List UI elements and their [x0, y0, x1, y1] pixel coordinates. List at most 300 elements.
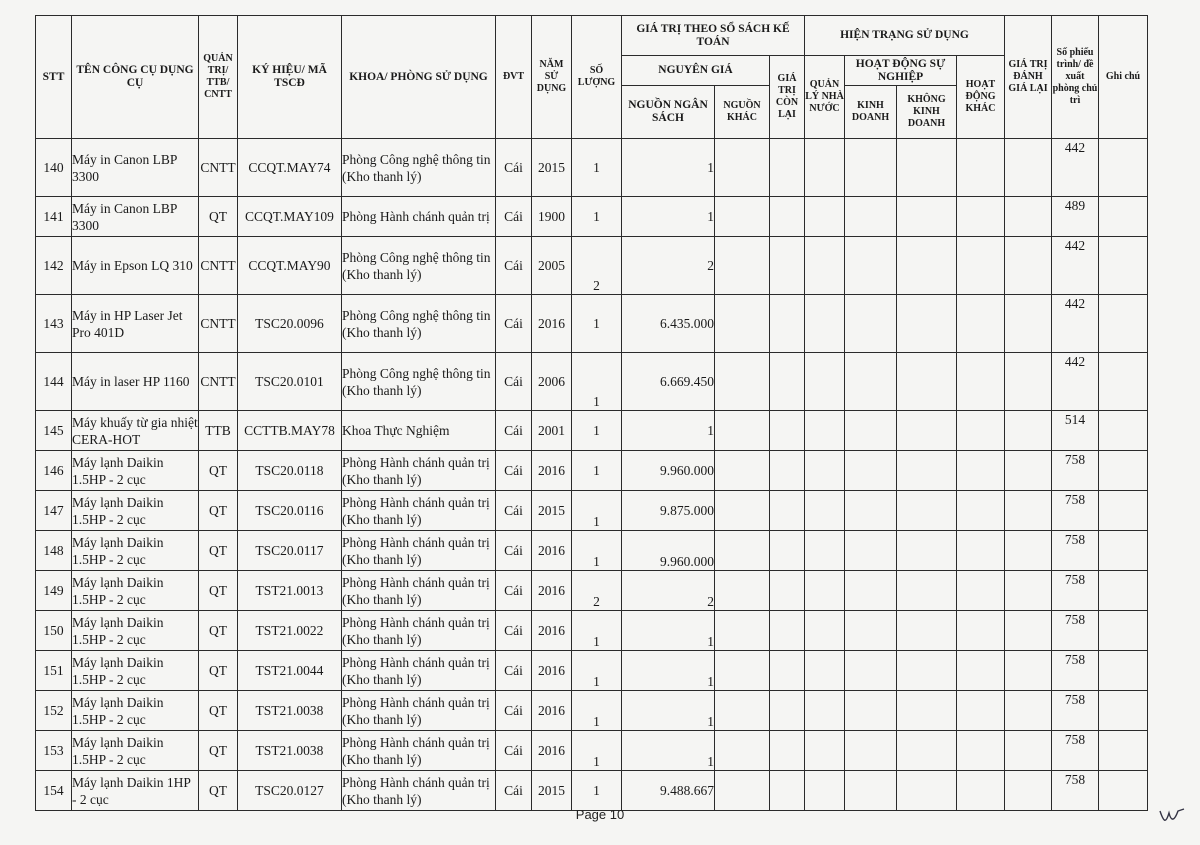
cell-so-phieu: 758 — [1052, 731, 1099, 771]
cell-khong-kinh-doanh — [897, 531, 957, 571]
cell-nguon-khac — [715, 295, 770, 353]
cell-quan-ly-nha-nuoc — [805, 411, 845, 451]
cell-khong-kinh-doanh — [897, 771, 957, 811]
cell-danh-gia-lai — [1005, 531, 1052, 571]
cell-so-phieu: 514 — [1052, 411, 1099, 451]
table-row — [36, 491, 1148, 531]
cell-nam: 2005 — [532, 237, 572, 295]
table-row — [36, 531, 1148, 571]
cell-dvt: Cái — [496, 451, 532, 491]
cell-kinh-doanh — [845, 611, 897, 651]
cell-kinh-doanh — [845, 237, 897, 295]
cell-nam: 2016 — [532, 611, 572, 651]
cell-gia-tri-con-lai — [770, 771, 805, 811]
cell-so-phieu: 758 — [1052, 611, 1099, 651]
cell-kinh-doanh — [845, 139, 897, 197]
cell-gia-tri-con-lai — [770, 451, 805, 491]
cell-quan-tri: CNTT — [199, 295, 238, 353]
cell-khoa: Phòng Công nghệ thông tin (Kho thanh lý) — [342, 295, 496, 353]
cell-dvt: Cái — [496, 651, 532, 691]
cell-so-phieu: 758 — [1052, 451, 1099, 491]
cell-nguon-ngan-sach: 1 — [622, 197, 715, 237]
cell-so-luong: 2 — [572, 237, 622, 295]
cell-ky-hieu: TSC20.0101 — [238, 353, 342, 411]
cell-ten: Máy lạnh Daikin 1.5HP - 2 cục — [72, 611, 199, 651]
col-quan-tri: QUẢN TRỊ/ TTB/ CNTT — [199, 16, 238, 139]
cell-gia-tri-con-lai — [770, 651, 805, 691]
cell-hoat-dong-khac — [957, 353, 1005, 411]
table-row — [36, 197, 1148, 237]
cell-quan-tri: TTB — [199, 411, 238, 451]
cell-kinh-doanh — [845, 571, 897, 611]
cell-dvt: Cái — [496, 731, 532, 771]
col-nguyen-gia: NGUYÊN GIÁ — [622, 56, 770, 86]
cell-so-phieu: 758 — [1052, 571, 1099, 611]
table-row — [36, 295, 1148, 353]
cell-nguon-khac — [715, 139, 770, 197]
cell-danh-gia-lai — [1005, 491, 1052, 531]
col-khong-kinh-doanh: KHÔNG KINH DOANH — [897, 86, 957, 139]
cell-so-luong: 1 — [572, 491, 622, 531]
cell-khoa: Phòng Hành chánh quản trị (Kho thanh lý) — [342, 771, 496, 811]
cell-gia-tri-con-lai — [770, 731, 805, 771]
table-row — [36, 691, 1148, 731]
cell-khong-kinh-doanh — [897, 411, 957, 451]
cell-ten: Máy in laser HP 1160 — [72, 353, 199, 411]
cell-ghi-chu — [1099, 611, 1148, 651]
cell-quan-ly-nha-nuoc — [805, 139, 845, 197]
cell-ghi-chu — [1099, 771, 1148, 811]
cell-nguon-khac — [715, 491, 770, 531]
cell-khong-kinh-doanh — [897, 611, 957, 651]
cell-danh-gia-lai — [1005, 731, 1052, 771]
cell-dvt: Cái — [496, 771, 532, 811]
col-nguon-ngan-sach: NGUỒN NGÂN SÁCH — [622, 86, 715, 139]
cell-quan-ly-nha-nuoc — [805, 237, 845, 295]
cell-stt: 145 — [36, 411, 72, 451]
cell-ky-hieu: CCTTB.MAY78 — [238, 411, 342, 451]
cell-khoa: Phòng Hành chánh quản trị (Kho thanh lý) — [342, 691, 496, 731]
cell-stt: 142 — [36, 237, 72, 295]
cell-stt: 146 — [36, 451, 72, 491]
cell-ten: Máy lạnh Daikin 1HP - 2 cục — [72, 771, 199, 811]
cell-dvt: Cái — [496, 411, 532, 451]
cell-nguon-khac — [715, 731, 770, 771]
col-gia-tri-danh-gia-lai: GIÁ TRỊ ĐÁNH GIÁ LẠI — [1005, 16, 1052, 139]
cell-ghi-chu — [1099, 295, 1148, 353]
cell-kinh-doanh — [845, 295, 897, 353]
cell-kinh-doanh — [845, 197, 897, 237]
cell-hoat-dong-khac — [957, 295, 1005, 353]
cell-nguon-ngan-sach: 1 — [622, 651, 715, 691]
cell-gia-tri-con-lai — [770, 611, 805, 651]
cell-stt: 147 — [36, 491, 72, 531]
table-row — [36, 731, 1148, 771]
cell-khoa: Khoa Thực Nghiệm — [342, 411, 496, 451]
cell-ghi-chu — [1099, 731, 1148, 771]
cell-so-phieu: 758 — [1052, 491, 1099, 531]
cell-so-phieu: 442 — [1052, 353, 1099, 411]
cell-dvt: Cái — [496, 531, 532, 571]
cell-quan-ly-nha-nuoc — [805, 353, 845, 411]
cell-stt: 143 — [36, 295, 72, 353]
cell-khong-kinh-doanh — [897, 651, 957, 691]
col-gia-tri-so-sach: GIÁ TRỊ THEO SỔ SÁCH KẾ TOÁN — [622, 16, 805, 56]
table-row — [36, 651, 1148, 691]
cell-stt: 144 — [36, 353, 72, 411]
cell-khong-kinh-doanh — [897, 491, 957, 531]
cell-so-luong: 1 — [572, 451, 622, 491]
cell-danh-gia-lai — [1005, 197, 1052, 237]
cell-quan-tri: QT — [199, 197, 238, 237]
cell-nguon-ngan-sach: 9.488.667 — [622, 771, 715, 811]
cell-so-luong: 1 — [572, 611, 622, 651]
cell-ten: Máy lạnh Daikin 1.5HP - 2 cục — [72, 691, 199, 731]
cell-khoa: Phòng Hành chánh quản trị (Kho thanh lý) — [342, 571, 496, 611]
cell-khoa: Phòng Hành chánh quản trị (Kho thanh lý) — [342, 491, 496, 531]
cell-khong-kinh-doanh — [897, 731, 957, 771]
cell-khoa: Phòng Hành chánh quản trị (Kho thanh lý) — [342, 451, 496, 491]
cell-quan-tri: QT — [199, 571, 238, 611]
cell-dvt: Cái — [496, 691, 532, 731]
cell-hoat-dong-khac — [957, 237, 1005, 295]
handwritten-mark-icon — [1158, 805, 1188, 827]
cell-ky-hieu: TSC20.0116 — [238, 491, 342, 531]
col-nam: NĂM SỬ DỤNG — [532, 16, 572, 139]
cell-nguon-khac — [715, 771, 770, 811]
cell-ky-hieu: CCQT.MAY109 — [238, 197, 342, 237]
cell-quan-ly-nha-nuoc — [805, 691, 845, 731]
cell-stt: 154 — [36, 771, 72, 811]
cell-so-luong: 1 — [572, 197, 622, 237]
cell-dvt: Cái — [496, 197, 532, 237]
cell-so-phieu: 758 — [1052, 531, 1099, 571]
table-row — [36, 139, 1148, 197]
cell-dvt: Cái — [496, 237, 532, 295]
cell-nguon-khac — [715, 451, 770, 491]
cell-so-luong: 1 — [572, 295, 622, 353]
cell-so-luong: 1 — [572, 353, 622, 411]
cell-so-luong: 1 — [572, 411, 622, 451]
cell-quan-ly-nha-nuoc — [805, 651, 845, 691]
cell-so-phieu: 758 — [1052, 691, 1099, 731]
cell-hoat-dong-khac — [957, 691, 1005, 731]
cell-quan-ly-nha-nuoc — [805, 731, 845, 771]
col-dvt: ĐVT — [496, 16, 532, 139]
cell-kinh-doanh — [845, 651, 897, 691]
asset-table — [35, 15, 1148, 811]
cell-nguon-ngan-sach: 2 — [622, 571, 715, 611]
cell-quan-ly-nha-nuoc — [805, 295, 845, 353]
cell-nguon-ngan-sach: 9.960.000 — [622, 531, 715, 571]
cell-so-luong: 1 — [572, 651, 622, 691]
cell-nguon-khac — [715, 691, 770, 731]
cell-ten: Máy lạnh Daikin 1.5HP - 2 cục — [72, 571, 199, 611]
cell-dvt: Cái — [496, 491, 532, 531]
cell-danh-gia-lai — [1005, 295, 1052, 353]
cell-ten: Máy lạnh Daikin 1.5HP - 2 cục — [72, 731, 199, 771]
cell-hoat-dong-khac — [957, 411, 1005, 451]
table-row — [36, 237, 1148, 295]
cell-so-phieu: 442 — [1052, 139, 1099, 197]
cell-ghi-chu — [1099, 491, 1148, 531]
cell-ghi-chu — [1099, 571, 1148, 611]
cell-nam: 2006 — [532, 353, 572, 411]
cell-nam: 2016 — [532, 691, 572, 731]
cell-ky-hieu: TST21.0022 — [238, 611, 342, 651]
col-nguon-khac: NGUỒN KHÁC — [715, 86, 770, 139]
cell-khoa: Phòng Công nghệ thông tin (Kho thanh lý) — [342, 237, 496, 295]
cell-ky-hieu: CCQT.MAY90 — [238, 237, 342, 295]
cell-ten: Máy in Canon LBP 3300 — [72, 139, 199, 197]
cell-ky-hieu: TST21.0044 — [238, 651, 342, 691]
cell-kinh-doanh — [845, 491, 897, 531]
cell-ghi-chu — [1099, 237, 1148, 295]
cell-hoat-dong-khac — [957, 139, 1005, 197]
cell-so-phieu: 442 — [1052, 295, 1099, 353]
cell-kinh-doanh — [845, 411, 897, 451]
cell-quan-tri: QT — [199, 771, 238, 811]
cell-nam: 2015 — [532, 771, 572, 811]
cell-dvt: Cái — [496, 611, 532, 651]
cell-danh-gia-lai — [1005, 451, 1052, 491]
table-row — [36, 353, 1148, 411]
cell-quan-tri: QT — [199, 451, 238, 491]
cell-ghi-chu — [1099, 651, 1148, 691]
cell-ten: Máy in Epson LQ 310 — [72, 237, 199, 295]
cell-ghi-chu — [1099, 531, 1148, 571]
cell-dvt: Cái — [496, 353, 532, 411]
col-ky-hieu: KÝ HIỆU/ MÃ TSCĐ — [238, 16, 342, 139]
cell-quan-tri: QT — [199, 611, 238, 651]
cell-ten: Máy in HP Laser Jet Pro 401D — [72, 295, 199, 353]
cell-quan-ly-nha-nuoc — [805, 197, 845, 237]
cell-nguon-ngan-sach: 6.669.450 — [622, 353, 715, 411]
cell-ky-hieu: TST21.0013 — [238, 571, 342, 611]
cell-khong-kinh-doanh — [897, 197, 957, 237]
cell-gia-tri-con-lai — [770, 197, 805, 237]
cell-gia-tri-con-lai — [770, 491, 805, 531]
cell-danh-gia-lai — [1005, 611, 1052, 651]
cell-ghi-chu — [1099, 353, 1148, 411]
cell-khong-kinh-doanh — [897, 237, 957, 295]
cell-quan-tri: QT — [199, 691, 238, 731]
cell-ky-hieu: CCQT.MAY74 — [238, 139, 342, 197]
cell-nguon-khac — [715, 571, 770, 611]
cell-hoat-dong-khac — [957, 491, 1005, 531]
cell-nguon-khac — [715, 611, 770, 651]
cell-ten: Máy in Canon LBP 3300 — [72, 197, 199, 237]
cell-kinh-doanh — [845, 731, 897, 771]
cell-nguon-ngan-sach: 1 — [622, 611, 715, 651]
cell-kinh-doanh — [845, 451, 897, 491]
cell-khoa: Phòng Công nghệ thông tin (Kho thanh lý) — [342, 353, 496, 411]
cell-ghi-chu — [1099, 691, 1148, 731]
cell-nguon-ngan-sach: 6.435.000 — [622, 295, 715, 353]
cell-hoat-dong-khac — [957, 731, 1005, 771]
cell-stt: 148 — [36, 531, 72, 571]
cell-nguon-ngan-sach: 1 — [622, 139, 715, 197]
col-khoa: KHOA/ PHÒNG SỬ DỤNG — [342, 16, 496, 139]
cell-ghi-chu — [1099, 197, 1148, 237]
cell-ky-hieu: TSC20.0127 — [238, 771, 342, 811]
cell-khoa: Phòng Hành chánh quản trị (Kho thanh lý) — [342, 611, 496, 651]
cell-so-luong: 1 — [572, 691, 622, 731]
cell-quan-tri: QT — [199, 491, 238, 531]
cell-nam: 1900 — [532, 197, 572, 237]
col-stt: STT — [36, 16, 72, 139]
cell-nguon-khac — [715, 353, 770, 411]
cell-gia-tri-con-lai — [770, 691, 805, 731]
cell-nguon-khac — [715, 237, 770, 295]
cell-ghi-chu — [1099, 411, 1148, 451]
cell-hoat-dong-khac — [957, 611, 1005, 651]
cell-quan-tri: CNTT — [199, 353, 238, 411]
cell-danh-gia-lai — [1005, 771, 1052, 811]
cell-hoat-dong-khac — [957, 451, 1005, 491]
cell-ghi-chu — [1099, 139, 1148, 197]
cell-stt: 141 — [36, 197, 72, 237]
cell-khong-kinh-doanh — [897, 353, 957, 411]
cell-so-luong: 1 — [572, 139, 622, 197]
cell-quan-tri: QT — [199, 651, 238, 691]
cell-ky-hieu: TST21.0038 — [238, 731, 342, 771]
cell-danh-gia-lai — [1005, 571, 1052, 611]
cell-danh-gia-lai — [1005, 139, 1052, 197]
cell-ky-hieu: TSC20.0118 — [238, 451, 342, 491]
cell-quan-tri: QT — [199, 731, 238, 771]
table-header — [36, 16, 1148, 139]
cell-stt: 151 — [36, 651, 72, 691]
cell-so-luong: 1 — [572, 731, 622, 771]
cell-nam: 2016 — [532, 451, 572, 491]
col-so-luong: SỐ LƯỢNG — [572, 16, 622, 139]
cell-ky-hieu: TST21.0038 — [238, 691, 342, 731]
cell-stt: 150 — [36, 611, 72, 651]
cell-khong-kinh-doanh — [897, 451, 957, 491]
cell-danh-gia-lai — [1005, 237, 1052, 295]
cell-nguon-ngan-sach: 1 — [622, 411, 715, 451]
cell-so-luong: 1 — [572, 771, 622, 811]
cell-kinh-doanh — [845, 691, 897, 731]
cell-quan-tri: CNTT — [199, 139, 238, 197]
table-row — [36, 611, 1148, 651]
cell-gia-tri-con-lai — [770, 571, 805, 611]
table-row — [36, 451, 1148, 491]
cell-dvt: Cái — [496, 571, 532, 611]
cell-quan-tri: QT — [199, 531, 238, 571]
table-row — [36, 571, 1148, 611]
col-kinh-doanh: KINH DOANH — [845, 86, 897, 139]
cell-gia-tri-con-lai — [770, 139, 805, 197]
table-row — [36, 771, 1148, 811]
cell-dvt: Cái — [496, 295, 532, 353]
cell-danh-gia-lai — [1005, 411, 1052, 451]
cell-stt: 140 — [36, 139, 72, 197]
col-ghi-chu: Ghi chú — [1099, 16, 1148, 139]
cell-quan-ly-nha-nuoc — [805, 571, 845, 611]
cell-nguon-ngan-sach: 9.875.000 — [622, 491, 715, 531]
cell-ten: Máy lạnh Daikin 1.5HP - 2 cục — [72, 531, 199, 571]
cell-khong-kinh-doanh — [897, 571, 957, 611]
cell-quan-ly-nha-nuoc — [805, 771, 845, 811]
table-body — [36, 139, 1148, 811]
cell-gia-tri-con-lai — [770, 531, 805, 571]
cell-hoat-dong-khac — [957, 571, 1005, 611]
cell-khong-kinh-doanh — [897, 691, 957, 731]
cell-nguon-khac — [715, 531, 770, 571]
cell-nguon-khac — [715, 651, 770, 691]
col-ten: TÊN CÔNG CỤ DỤNG CỤ — [72, 16, 199, 139]
col-quan-ly-nha-nuoc: QUẢN LÝ NHÀ NƯỚC — [805, 56, 845, 139]
cell-quan-ly-nha-nuoc — [805, 491, 845, 531]
cell-hoat-dong-khac — [957, 771, 1005, 811]
cell-nam: 2016 — [532, 531, 572, 571]
cell-stt: 149 — [36, 571, 72, 611]
cell-nguon-khac — [715, 411, 770, 451]
cell-gia-tri-con-lai — [770, 353, 805, 411]
cell-so-luong: 2 — [572, 571, 622, 611]
col-gia-tri-con-lai: GIÁ TRỊ CÒN LẠI — [770, 56, 805, 139]
cell-kinh-doanh — [845, 771, 897, 811]
cell-nam: 2015 — [532, 491, 572, 531]
cell-ky-hieu: TSC20.0117 — [238, 531, 342, 571]
cell-nguon-ngan-sach: 1 — [622, 731, 715, 771]
cell-stt: 152 — [36, 691, 72, 731]
cell-ten: Máy khuấy từ gia nhiệt CERA-HOT — [72, 411, 199, 451]
cell-khoa: Phòng Hành chánh quản trị (Kho thanh lý) — [342, 531, 496, 571]
cell-nam: 2015 — [532, 139, 572, 197]
cell-gia-tri-con-lai — [770, 237, 805, 295]
cell-dvt: Cái — [496, 139, 532, 197]
cell-quan-tri: CNTT — [199, 237, 238, 295]
col-hoat-dong-su-nghiep: HOẠT ĐỘNG SỰ NGHIỆP — [845, 56, 957, 86]
cell-ghi-chu — [1099, 451, 1148, 491]
cell-gia-tri-con-lai — [770, 411, 805, 451]
cell-so-luong: 1 — [572, 531, 622, 571]
cell-nguon-ngan-sach: 9.960.000 — [622, 451, 715, 491]
cell-hoat-dong-khac — [957, 197, 1005, 237]
cell-so-phieu: 489 — [1052, 197, 1099, 237]
cell-khong-kinh-doanh — [897, 139, 957, 197]
cell-so-phieu: 442 — [1052, 237, 1099, 295]
cell-khoa: Phòng Hành chánh quản trị (Kho thanh lý) — [342, 651, 496, 691]
cell-nguon-ngan-sach: 2 — [622, 237, 715, 295]
cell-danh-gia-lai — [1005, 651, 1052, 691]
cell-khong-kinh-doanh — [897, 295, 957, 353]
cell-khoa: Phòng Công nghệ thông tin (Kho thanh lý) — [342, 139, 496, 197]
cell-nguon-ngan-sach: 1 — [622, 691, 715, 731]
cell-quan-ly-nha-nuoc — [805, 611, 845, 651]
cell-kinh-doanh — [845, 531, 897, 571]
col-hien-trang: HIỆN TRẠNG SỬ DỤNG — [805, 16, 1005, 56]
cell-stt: 153 — [36, 731, 72, 771]
cell-kinh-doanh — [845, 353, 897, 411]
cell-gia-tri-con-lai — [770, 295, 805, 353]
cell-nam: 2001 — [532, 411, 572, 451]
cell-quan-ly-nha-nuoc — [805, 531, 845, 571]
cell-hoat-dong-khac — [957, 531, 1005, 571]
cell-nam: 2016 — [532, 571, 572, 611]
cell-ky-hieu: TSC20.0096 — [238, 295, 342, 353]
cell-nam: 2016 — [532, 295, 572, 353]
cell-quan-ly-nha-nuoc — [805, 451, 845, 491]
cell-danh-gia-lai — [1005, 353, 1052, 411]
page-number: Page 10 — [575, 807, 625, 822]
cell-danh-gia-lai — [1005, 691, 1052, 731]
cell-hoat-dong-khac — [957, 651, 1005, 691]
cell-so-phieu: 758 — [1052, 651, 1099, 691]
